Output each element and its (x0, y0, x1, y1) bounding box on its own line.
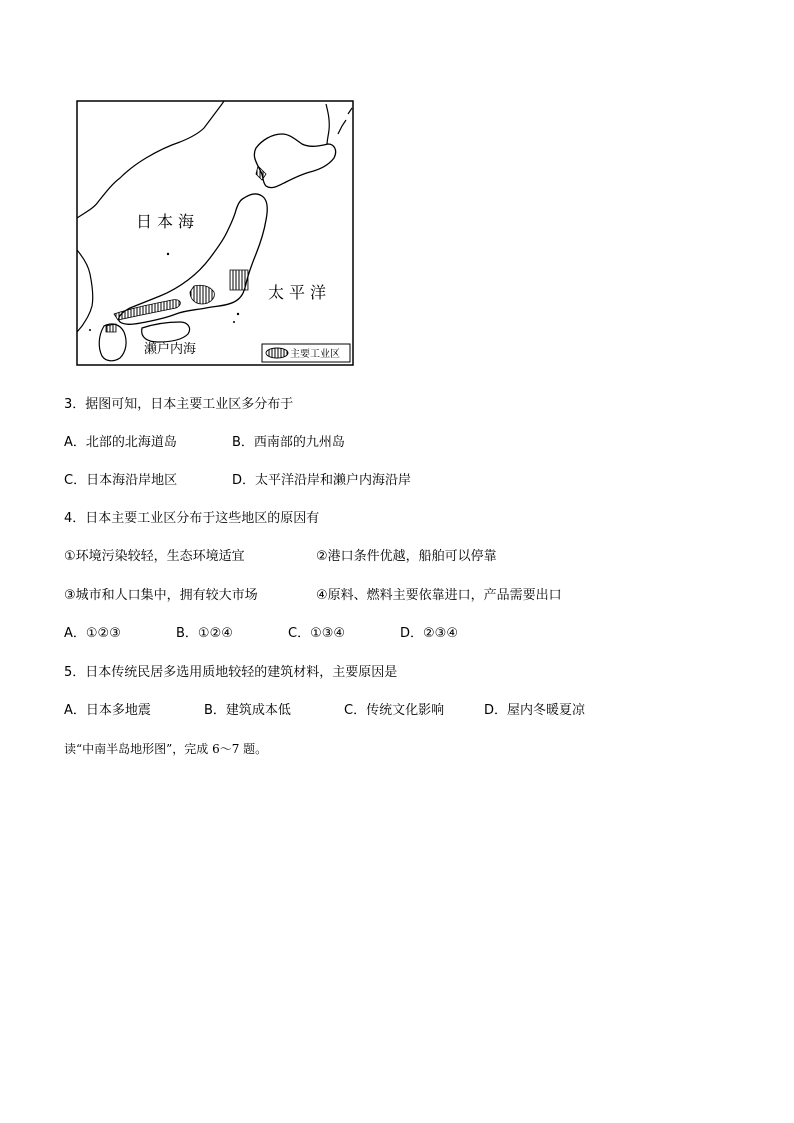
keihin-industrial-zone (230, 270, 248, 290)
q4-option-c: C．①③④ (288, 626, 346, 641)
island-dot (233, 321, 235, 323)
label-seto-inland-sea: 濑户内海 (144, 342, 197, 357)
reading-instruction: 读“中南半岛地形图”，完成 6～7 题。 (64, 742, 268, 756)
q4-option-b: B．①②④ (176, 626, 233, 641)
chukyo-industrial-zone (190, 285, 214, 304)
q4-option-a: A．①②③ (64, 626, 121, 641)
q3-option-a: A．北部的北海道岛 (64, 435, 177, 450)
japan-industrial-map (76, 100, 354, 366)
q4-option-d: D．②③④ (400, 626, 458, 641)
q4-reason-3: ③城市和人口集中，拥有较大市场 (64, 588, 258, 603)
legend-label: 主要工业区 (290, 349, 340, 360)
question-4-stem: 4．日本主要工业区分布于这些地区的原因有 (64, 511, 320, 526)
island-dot (237, 313, 239, 315)
q4-reason-1: ①环境污染较轻，生态环境适宜 (64, 549, 245, 564)
map-svg (76, 100, 354, 366)
q5-option-b: B．建筑成本低 (204, 703, 291, 718)
question-3-stem: 3．据图可知，日本主要工业区多分布于 (64, 397, 294, 412)
q4-reason-4: ④原料、燃料主要依靠进口，产品需要出口 (316, 588, 562, 603)
legend-hatch-icon (266, 348, 288, 358)
q3-option-d: D．太平洋沿岸和濑户内海沿岸 (232, 473, 412, 488)
q5-option-a: A．日本多地震 (64, 703, 151, 718)
label-sea-of-japan: 日本海 (136, 212, 200, 231)
q3-option-b: B．西南部的九州岛 (232, 435, 345, 450)
question-5-stem: 5．日本传统民居多选用质地较轻的建筑材料，主要原因是 (64, 665, 398, 680)
label-pacific-ocean: 太平洋 (268, 283, 332, 302)
island-dot (89, 329, 91, 331)
q5-option-d: D．屋内冬暖夏凉 (484, 703, 586, 718)
q4-reason-2: ②港口条件优越，船舶可以停靠 (316, 549, 497, 564)
island-dot (167, 253, 169, 255)
q3-option-c: C．日本海沿岸地区 (64, 473, 178, 488)
q5-option-c: C．传统文化影响 (344, 703, 445, 718)
